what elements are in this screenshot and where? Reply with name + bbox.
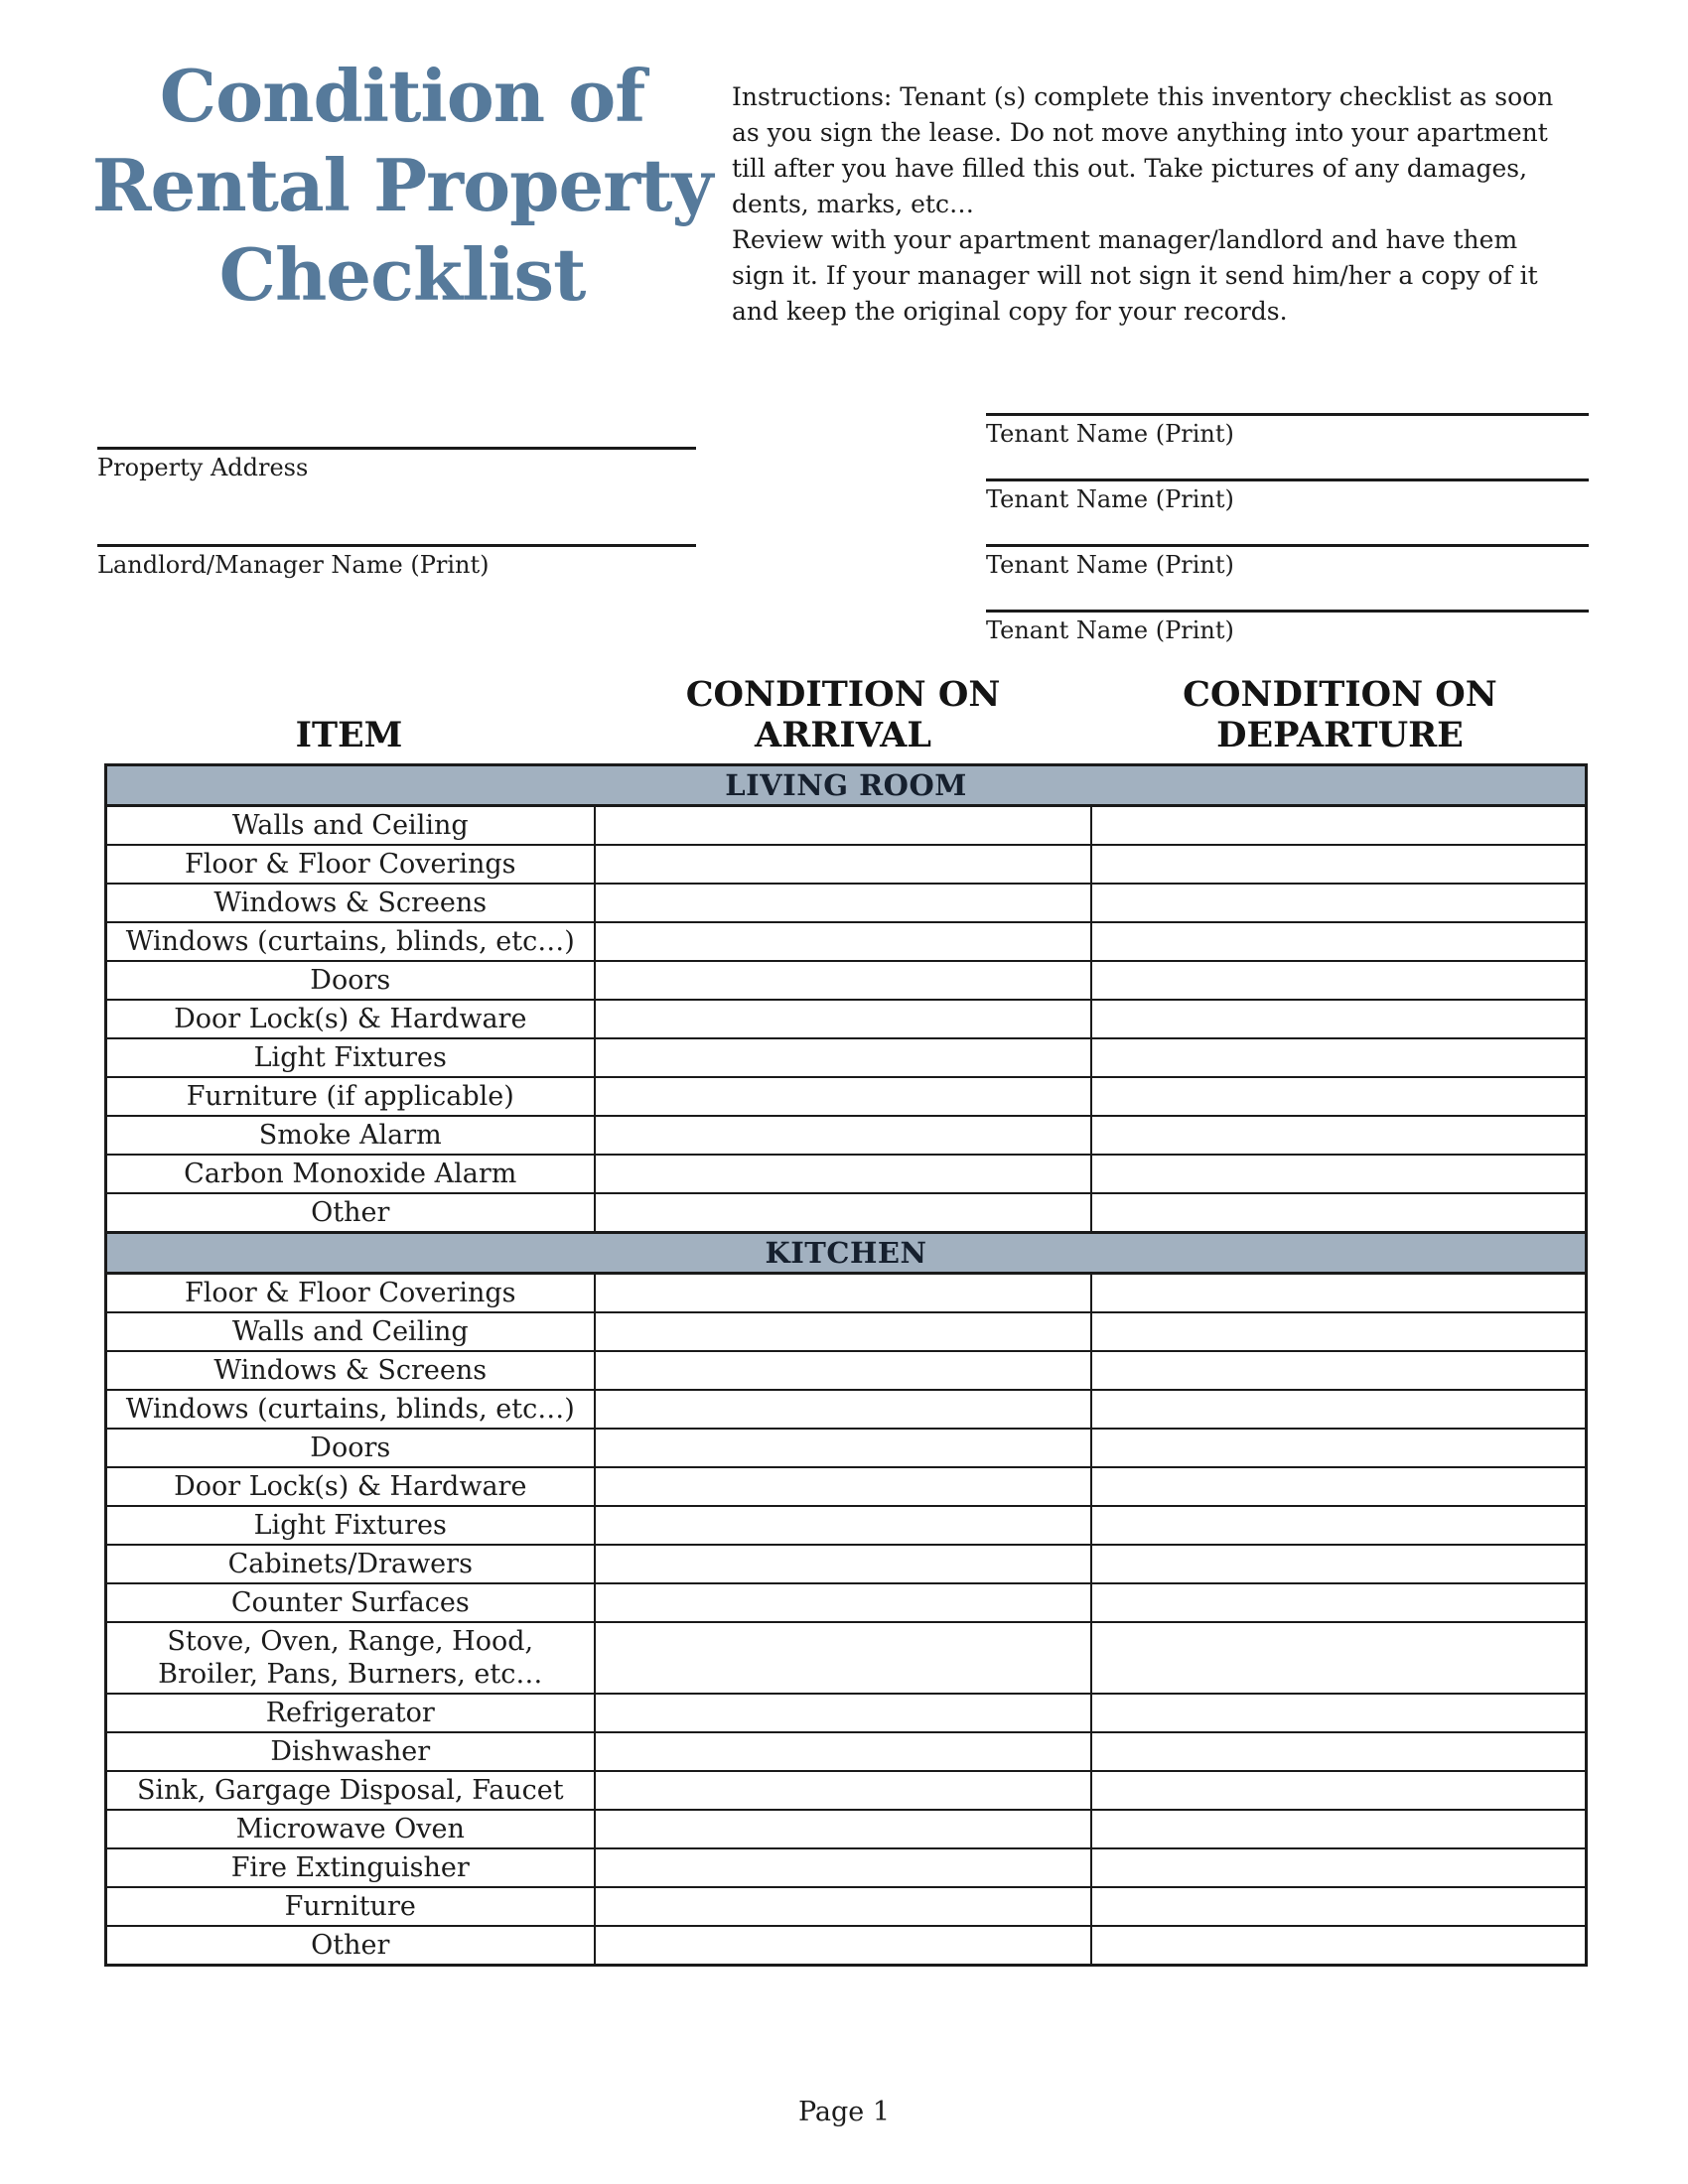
condition-on-departure-cell[interactable] [1091,1155,1586,1193]
item-cell: Windows (curtains, blinds, etc…) [106,1390,595,1429]
tenant-name-fields [986,413,1589,675]
item-cell: Carbon Monoxide Alarm [106,1155,595,1193]
condition-on-departure-cell[interactable] [1091,1429,1586,1467]
condition-on-departure-cell[interactable] [1091,1694,1586,1732]
checklist-row [106,1622,1587,1694]
checklist-row [106,1583,1587,1622]
condition-on-arrival-cell[interactable] [595,1771,1092,1810]
item-cell: Floor & Floor Coverings [106,845,595,884]
item-cell: Stove, Oven, Range, Hood, Broiler, Pans, Burners, etc… [106,1622,595,1694]
checklist-row [106,1038,1587,1077]
landlord-manager-field [97,544,696,579]
condition-on-arrival-cell[interactable] [595,1077,1092,1116]
tenant-name-field-1 [986,413,1589,478]
condition-on-departure-cell[interactable] [1091,1810,1586,1848]
condition-on-arrival-cell[interactable] [595,1926,1092,1966]
checklist-row [106,1848,1587,1887]
property-address-label: Property Address [97,454,309,481]
section-header-living-room: LIVING ROOM [106,765,1587,806]
title-line-3: Checklist [218,232,586,317]
table-column-headers [104,674,1588,755]
condition-on-arrival-cell[interactable] [595,1000,1092,1038]
condition-on-departure-cell[interactable] [1091,845,1586,884]
condition-on-arrival-cell[interactable] [595,1848,1092,1887]
checklist-row [106,1000,1587,1038]
condition-on-arrival-cell[interactable] [595,1155,1092,1193]
tenant-name-field-2 [986,478,1589,544]
condition-on-departure-cell[interactable] [1091,1467,1586,1506]
condition-on-departure-cell[interactable] [1091,1193,1586,1233]
item-cell: Doors [106,1429,595,1467]
condition-on-departure-cell[interactable] [1091,1312,1586,1351]
condition-on-arrival-cell[interactable] [595,806,1092,846]
item-cell: Windows (curtains, blinds, etc…) [106,922,595,961]
condition-on-arrival-cell[interactable] [595,1274,1092,1313]
condition-on-departure-cell[interactable] [1091,1351,1586,1390]
checklist-row [106,1155,1587,1193]
instructions-block [732,79,1571,330]
page-number: Page 1 [797,2097,891,2127]
condition-on-arrival-cell[interactable] [595,1193,1092,1233]
item-cell: Fire Extinguisher [106,1848,595,1887]
item-cell: Furniture [106,1887,595,1926]
item-cell: Light Fixtures [106,1038,595,1077]
checklist-row [106,1506,1587,1545]
condition-on-departure-cell[interactable] [1091,1848,1586,1887]
checklist-row [106,1351,1587,1390]
condition-on-departure-cell[interactable] [1091,1038,1586,1077]
condition-on-departure-cell[interactable] [1091,1583,1586,1622]
item-cell: Other [106,1926,595,1966]
condition-on-departure-cell[interactable] [1091,922,1586,961]
checklist-row [106,1116,1587,1155]
checklist-row [106,1274,1587,1313]
item-cell: Dishwasher [106,1732,595,1771]
checklist-row [106,1545,1587,1583]
checklist-row [106,961,1587,1000]
condition-on-departure-cell[interactable] [1091,1545,1586,1583]
section-header-kitchen: KITCHEN [106,1233,1587,1274]
title-line-2: Rental Property [91,143,713,227]
condition-on-arrival-cell[interactable] [595,1506,1092,1545]
item-cell: Sink, Gargage Disposal, Faucet [106,1771,595,1810]
item-cell: Cabinets/Drawers [106,1545,595,1583]
item-cell: Walls and Ceiling [106,1312,595,1351]
checklist-row [106,1312,1587,1351]
checklist-row [106,1193,1587,1233]
document-title [65,52,740,320]
item-cell: Windows & Screens [106,1351,595,1390]
tenant-name-label: Tenant Name (Print) [986,616,1234,644]
checklist-row [106,1467,1587,1506]
item-cell: Windows & Screens [106,884,595,922]
condition-on-arrival-cell[interactable] [595,1583,1092,1622]
checklist-row [106,1810,1587,1848]
condition-on-arrival-cell[interactable] [595,1732,1092,1771]
checklist-row [106,1390,1587,1429]
column-header-condition-on-arrival: CONDITION ON ARRIVAL [685,674,1001,755]
section-row-living-room [106,765,1587,806]
condition-on-departure-cell[interactable] [1091,1732,1586,1771]
condition-on-arrival-cell[interactable] [595,922,1092,961]
condition-on-departure-cell[interactable] [1091,884,1586,922]
item-cell: Refrigerator [106,1694,595,1732]
condition-on-arrival-cell[interactable] [595,1390,1092,1429]
property-address-field [97,447,696,481]
checklist-row [106,1771,1587,1810]
checklist-row [106,845,1587,884]
item-cell: Door Lock(s) & Hardware [106,1000,595,1038]
condition-on-departure-cell[interactable] [1091,1887,1586,1926]
title-line-1: Condition of [159,54,645,138]
condition-on-arrival-cell[interactable] [595,1622,1092,1694]
item-cell: Light Fixtures [106,1506,595,1545]
checklist-row [106,1926,1587,1966]
condition-on-arrival-cell[interactable] [595,1429,1092,1467]
checklist-row [106,1694,1587,1732]
checklist-table [104,763,1588,1967]
condition-on-departure-cell[interactable] [1091,961,1586,1000]
column-header-condition-on-departure: CONDITION ON DEPARTURE [1183,674,1497,755]
tenant-name-field-3 [986,544,1589,610]
condition-on-departure-cell[interactable] [1091,1116,1586,1155]
tenant-name-label: Tenant Name (Print) [986,485,1234,513]
checklist-row [106,1887,1587,1926]
item-cell: Smoke Alarm [106,1116,595,1155]
condition-on-arrival-cell[interactable] [595,1116,1092,1155]
section-row-kitchen [106,1233,1587,1274]
condition-on-arrival-cell[interactable] [595,1351,1092,1390]
item-cell: Furniture (if applicable) [106,1077,595,1116]
checklist-row [106,1732,1587,1771]
condition-on-departure-cell[interactable] [1091,1622,1586,1694]
checklist-row [106,922,1587,961]
item-cell: Walls and Ceiling [106,806,595,846]
instructions-paragraph-1: Instructions: Tenant (s) complete this inventory checklist as soon as you sign the lease. Do not move anything into your apartment till after you have filled this out. Take pictures of any damages, dents, marks, etc… [732,82,1554,218]
condition-on-arrival-cell[interactable] [595,1038,1092,1077]
condition-on-departure-cell[interactable] [1091,1506,1586,1545]
condition-on-arrival-cell[interactable] [595,884,1092,922]
item-cell: Counter Surfaces [106,1583,595,1622]
condition-on-arrival-cell[interactable] [595,1545,1092,1583]
condition-on-arrival-cell[interactable] [595,1694,1092,1732]
tenant-name-label: Tenant Name (Print) [986,551,1234,579]
item-cell: Doors [106,961,595,1000]
item-cell: Microwave Oven [106,1810,595,1848]
condition-on-departure-cell[interactable] [1091,1390,1586,1429]
condition-on-departure-cell[interactable] [1091,806,1586,846]
condition-on-arrival-cell[interactable] [595,961,1092,1000]
item-cell: Floor & Floor Coverings [106,1274,595,1313]
tenant-name-field-4 [986,610,1589,675]
column-header-item: ITEM [295,715,403,755]
condition-on-arrival-cell[interactable] [595,1312,1092,1351]
condition-on-arrival-cell[interactable] [595,1887,1092,1926]
condition-on-arrival-cell[interactable] [595,1467,1092,1506]
condition-on-departure-cell[interactable] [1091,1274,1586,1313]
condition-on-departure-cell[interactable] [1091,1926,1586,1966]
condition-on-arrival-cell[interactable] [595,845,1092,884]
tenant-name-label: Tenant Name (Print) [986,420,1234,448]
checklist-row [106,884,1587,922]
checklist-row [106,806,1587,846]
condition-on-arrival-cell[interactable] [595,1810,1092,1848]
condition-on-departure-cell[interactable] [1091,1077,1586,1116]
condition-on-departure-cell[interactable] [1091,1000,1586,1038]
instructions-paragraph-2: Review with your apartment manager/landlord and have them sign it. If your manager will not sign it send him/her a copy of it and keep the original copy for your records. [732,225,1538,326]
condition-on-departure-cell[interactable] [1091,1771,1586,1810]
landlord-manager-label: Landlord/Manager Name (Print) [97,551,490,579]
checklist-row [106,1077,1587,1116]
item-cell: Other [106,1193,595,1233]
checklist-row [106,1429,1587,1467]
item-cell: Door Lock(s) & Hardware [106,1467,595,1506]
